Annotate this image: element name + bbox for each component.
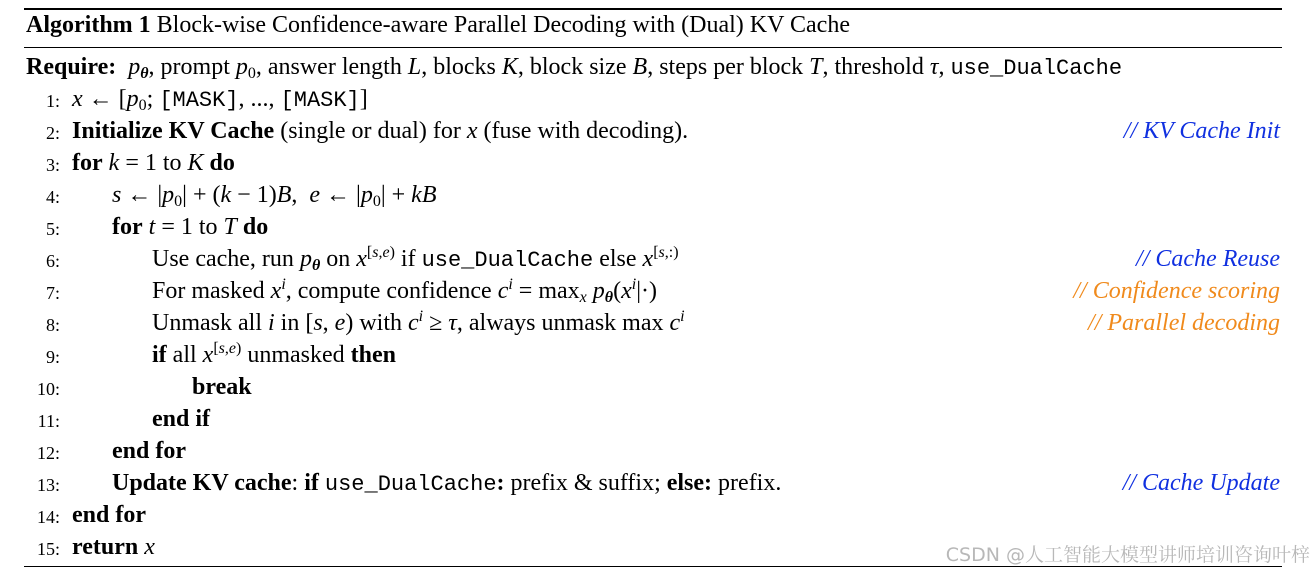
comment-cache-reuse: // Cache Reuse [1136,246,1280,272]
algo-line-2: 2: Initialize KV Cache (single or dual) for x (fuse with decoding). // KV Cache Init [45,118,1280,144]
algo-line-13: 13: Update KV cache: if use_DualCache: prefix & suffix; else: prefix. // Cache Update [36,470,1280,497]
comment-cache-update: // Cache Update [1122,470,1280,496]
comment-kv-cache-init: // KV Cache Init [1123,118,1280,144]
algo-line-5: 5: for t = 1 to T do [45,214,269,240]
algo-line-3: 3: for k = 1 to K do [45,150,235,176]
comment-parallel-decoding: // Parallel decoding [1088,310,1280,336]
require-flag: use_DualCache [950,56,1123,81]
comment-confidence-scoring: // Confidence scoring [1073,278,1280,304]
algo-line-6: 6: Use cache, run $p_\theta$ on $x^{[s,e)}$ if use_DualCache else $x^{[s,:)}$ // Cache Reuse [45,244,1280,274]
algo-line-8: 8: Unmask all i in [s, e) with $c^i \ge \tau$, always unmask $\max c^i$ // Parallel decoding [45,308,1280,336]
algo-line-10: 10: break [36,374,252,400]
algo-line-4: 4: s ← $|p_0| + (k - 1)B$, e ← $|p_0|$ + kB [45,182,437,210]
algo-line-9: 9: if all $x^{[s,e)}$ unmasked then [45,340,396,368]
watermark: CSDN @人工智能大模型讲师培训咨询叶梓 [945,544,1310,566]
algo-line-15: 15: return x [36,534,155,560]
algo-line-7: 7: For masked $x^i$, compute confidence $c^i = \max_x p_\theta(x^i|\cdot)$ // Confidence scoring [45,276,1280,306]
caption-rule [24,47,1282,48]
algorithm-caption [26,12,850,39]
require-keyword: Require: [26,54,117,80]
algo-line-11: 11: end if [37,406,211,432]
algorithm-label: Algorithm 1 [26,12,151,38]
algo-line-12: 12: end for [36,438,186,464]
algo-line-1: 1: x ← [$p_0$; [MASK], ..., [MASK]] [45,86,368,114]
algorithm-title: Block-wise Confidence-aware Parallel Decoding with (Dual) KV Cache [156,12,850,38]
require-line: Require: $p_\theta$, prompt $p_0$, answer length L, blocks K, block size B, steps per block T, threshold τ, use_DualCache [26,54,1123,82]
top-rule [24,8,1282,10]
algo-line-14: 14: end for [36,502,146,528]
